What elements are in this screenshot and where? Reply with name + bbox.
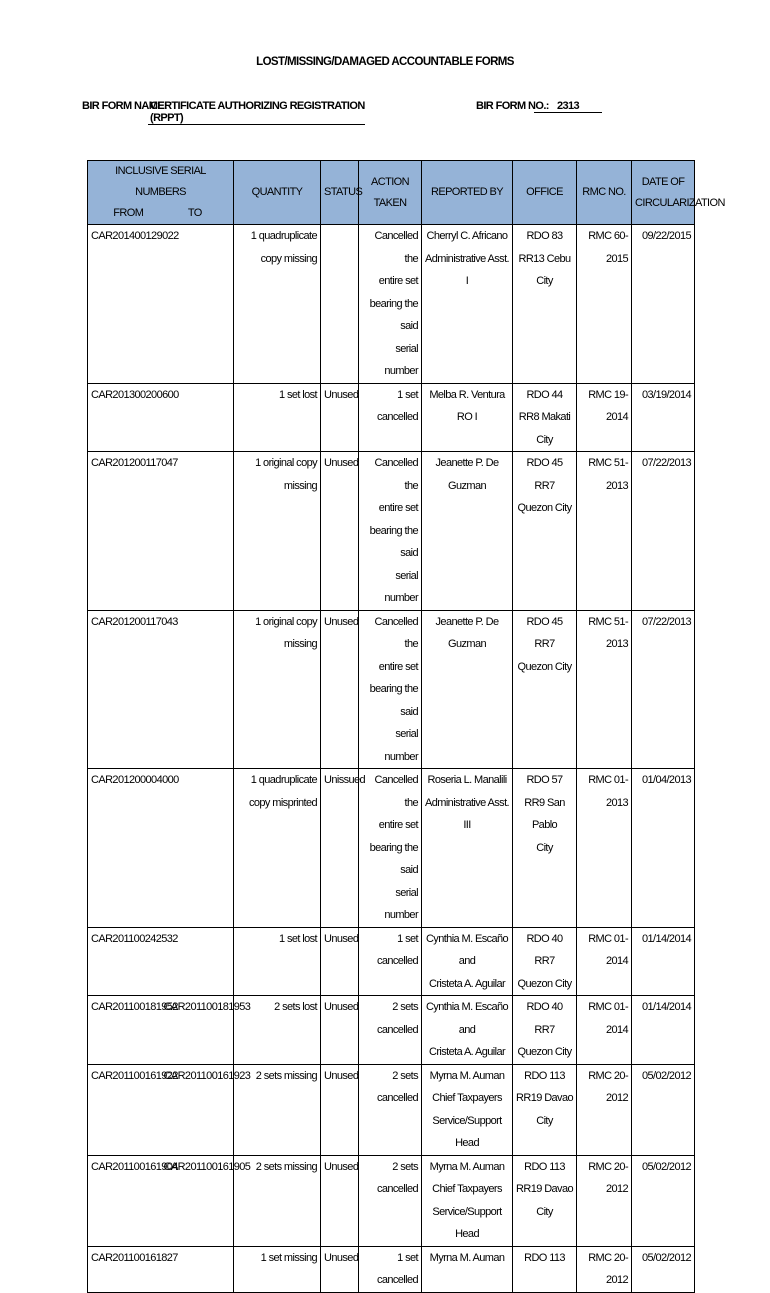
serial-from-cell-text: CAR201100161827	[91, 1251, 178, 1264]
serial-from-cell-text: CAR201100181952	[91, 1001, 178, 1013]
status-cell-text: Unused	[324, 1069, 359, 1082]
table-row	[88, 452, 695, 611]
forms-table	[87, 160, 725, 1293]
office-cell	[513, 927, 577, 996]
rmc-no-cell-text: RMC 01-2014	[588, 1001, 629, 1036]
header-date-circularization	[632, 161, 725, 225]
status-cell-text: Unused	[324, 615, 359, 628]
quantity-cell-line: 1 set missing	[260, 1251, 318, 1264]
office-cell-line: RDO 40	[526, 932, 563, 945]
header-office: OFFICE	[513, 161, 577, 225]
office-cell-line: RR19 Davao City	[516, 1092, 573, 1127]
rmc-no-cell-text: RMC 20-2012	[588, 1251, 629, 1286]
serial-from-cell-text: CAR201100242532	[91, 932, 178, 945]
reported-by-cell-line: Jeanette P. De Guzman	[435, 615, 499, 650]
quantity-cell-line: 2 sets lost	[274, 1001, 318, 1013]
rmc-no-cell-text: RMC 20-2012	[588, 1069, 629, 1104]
action-taken-cell-line: bearing the said	[369, 841, 419, 876]
rmc-no-cell	[577, 1155, 632, 1246]
status-cell	[321, 996, 359, 1065]
reported-by-cell-line: Jeanette P. De Guzman	[435, 457, 499, 492]
quantity-cell	[234, 383, 321, 452]
serial-from-cell	[88, 996, 178, 1065]
quantity-cell-line: 1 set lost	[278, 388, 318, 401]
header-from: FROM	[113, 207, 144, 219]
action-taken-cell-line: 1 set cancelled	[376, 932, 419, 967]
office-cell	[513, 610, 577, 769]
status-cell	[321, 610, 359, 769]
status-cell	[321, 1246, 359, 1292]
serial-from-cell-text: CAR201200117043	[91, 615, 178, 628]
reported-by-cell-line: Chief Taxpayers	[432, 1183, 502, 1195]
serial-to-cell	[161, 996, 251, 1065]
serial-from-cell-text: CAR201400129022	[91, 230, 179, 242]
action-taken-cell-line: serial number	[384, 569, 419, 604]
office-cell-line: RDO 45	[526, 615, 563, 628]
rmc-no-cell-text: RMC 60-2015	[588, 230, 629, 265]
action-taken-cell-line: serial number	[384, 342, 419, 377]
office-cell-line: RR13 Cebu City	[518, 252, 571, 287]
date-cell	[632, 225, 695, 384]
date-cell-text: 07/22/2013	[641, 457, 692, 469]
table-row	[88, 996, 695, 1065]
form-no-label: BIR FORM NO.:	[476, 100, 549, 112]
status-cell	[321, 1064, 359, 1155]
reported-by-cell-line: Myrna M. Auman	[429, 1251, 505, 1264]
action-taken-cell	[359, 769, 422, 928]
reported-by-cell-line: Cynthia M. Escaño and	[425, 932, 509, 967]
rmc-no-cell	[577, 225, 632, 384]
office-cell-line: RDO 83	[526, 230, 563, 242]
office-cell-line: RR8 Makati City	[518, 411, 571, 446]
reported-by-cell-line: Service/Support Head	[432, 1114, 502, 1149]
action-taken-cell	[359, 927, 422, 996]
reported-by-cell-line: Administrative Asst. III	[425, 796, 509, 831]
status-cell-text: Unused	[324, 1160, 359, 1173]
reported-by-cell-line: Administrative Asst. I	[425, 252, 509, 287]
quantity-cell	[234, 769, 321, 928]
table-row	[88, 225, 695, 384]
quantity-cell-line: 1 quadruplicate	[250, 230, 318, 242]
rmc-no-cell	[577, 996, 632, 1065]
action-taken-cell-line: 2 sets cancelled	[376, 1069, 419, 1104]
action-taken-cell-line: Cancelled the	[374, 457, 419, 492]
form-name-value: CERTIFICATE AUTHORIZING REGISTRATION (RPPT)	[150, 100, 365, 124]
office-cell	[513, 1064, 577, 1155]
form-info-line	[82, 100, 702, 124]
reported-by-cell-line: RO I	[456, 411, 478, 423]
serial-to-cell	[161, 1155, 251, 1246]
date-cell-text: 09/22/2015	[641, 230, 692, 242]
action-taken-cell-line: entire set	[378, 275, 419, 287]
quantity-cell-line: 1 set lost	[278, 932, 318, 945]
reported-by-cell	[422, 610, 513, 769]
quantity-cell-line: 1 quadruplicate	[250, 774, 318, 786]
header-serial-group: INCLUSIVE SERIAL NUMBERS	[115, 165, 206, 198]
serial-from-cell	[88, 225, 179, 384]
serial-to-cell-text: CAR201100161905	[163, 1160, 251, 1173]
date-cell-text: 05/02/2012	[641, 1251, 692, 1264]
status-cell	[321, 769, 366, 928]
rmc-no-cell-text: RMC 01-2014	[588, 932, 629, 967]
action-taken-cell-line: serial number	[384, 728, 419, 763]
table-body	[88, 225, 695, 1293]
reported-by-cell	[422, 1246, 513, 1292]
action-taken-cell-line: entire set	[378, 819, 419, 831]
document-title: LOST/MISSING/DAMAGED ACCOUNTABLE FORMS	[256, 56, 514, 68]
date-cell	[632, 1155, 695, 1246]
quantity-cell-line: 2 sets missing	[255, 1160, 318, 1173]
action-taken-cell	[359, 1155, 422, 1246]
table-row	[88, 769, 695, 928]
office-cell	[513, 1246, 577, 1292]
serial-from-cell	[88, 383, 179, 452]
serial-to-cell	[161, 769, 234, 928]
serial-from-cell	[88, 769, 179, 928]
action-taken-cell	[359, 452, 422, 611]
serial-from-cell	[88, 610, 178, 769]
office-cell-line: RR7 Quezon City	[517, 638, 572, 673]
status-cell	[321, 225, 359, 384]
reported-by-cell-line: Cynthia M. Escaño and	[425, 1001, 509, 1036]
quantity-cell-line: 1 original copy	[255, 457, 318, 469]
header-quantity: QUANTITY	[234, 161, 321, 225]
reported-by-cell-line: Chief Taxpayers	[432, 1092, 502, 1104]
table-row	[88, 1246, 695, 1292]
reported-by-cell	[422, 452, 513, 611]
quantity-cell	[234, 1246, 321, 1292]
header-rmc-no: RMC NO.	[577, 161, 632, 225]
serial-from-cell	[88, 927, 178, 996]
action-taken-cell-line: Cancelled the	[374, 230, 419, 265]
action-taken-cell	[359, 225, 422, 384]
rmc-no-cell	[577, 1246, 632, 1292]
office-cell-line: RR7 Quezon City	[517, 479, 572, 514]
rmc-no-cell-text: RMC 20-2012	[588, 1160, 629, 1195]
action-taken-cell-line: 1 set cancelled	[376, 1251, 419, 1286]
serial-from-cell	[88, 1155, 178, 1246]
table-row	[88, 610, 695, 769]
action-taken-cell	[359, 1246, 422, 1292]
action-taken-cell-line: entire set	[378, 502, 419, 514]
quantity-cell-line: copy misprinted	[248, 796, 318, 809]
rmc-no-cell	[577, 610, 632, 769]
reported-by-cell-line: Cristeta A. Aguilar	[429, 977, 506, 990]
office-cell	[513, 769, 577, 928]
date-cell	[632, 383, 695, 452]
date-cell	[632, 610, 695, 769]
serial-to-cell-text: CAR201100181953	[163, 1001, 251, 1013]
reported-by-cell	[422, 1064, 513, 1155]
date-cell-text: 05/02/2012	[641, 1069, 692, 1082]
header-to: TO	[187, 207, 202, 219]
table-header-row	[88, 161, 695, 225]
serial-from-cell-text: CAR201100161922	[91, 1069, 178, 1082]
rmc-no-cell-text: RMC 51-2013	[588, 457, 629, 492]
quantity-cell	[234, 610, 321, 769]
reported-by-cell-line: Cherryl C. Africano	[426, 230, 508, 242]
reported-by-cell-line: Myrna M. Auman	[429, 1069, 505, 1082]
quantity-cell-line: copy missing	[260, 252, 318, 265]
reported-by-cell	[422, 769, 513, 928]
serial-from-cell-text: CAR201300200600	[91, 388, 179, 401]
office-cell-line: RR19 Davao City	[516, 1183, 573, 1218]
office-cell-line: RDO 45	[526, 457, 563, 469]
rmc-no-cell	[577, 927, 632, 996]
rmc-no-cell	[577, 383, 632, 452]
date-cell-text: 07/22/2013	[641, 615, 692, 628]
quantity-cell	[234, 225, 321, 384]
header-date-line1: DATE OF	[641, 175, 685, 188]
date-cell	[632, 1246, 695, 1292]
office-cell-line: RR9 San Pablo	[524, 796, 565, 831]
reported-by-cell-line: Melba R. Ventura	[429, 388, 505, 401]
table-row	[88, 1064, 695, 1155]
quantity-cell-line: 2 sets missing	[255, 1069, 318, 1082]
serial-from-cell-text: CAR201100161904	[91, 1160, 178, 1173]
date-cell	[632, 769, 695, 928]
rmc-no-cell	[577, 452, 632, 611]
serial-to-cell	[161, 610, 234, 769]
reported-by-cell	[422, 383, 513, 452]
quantity-cell-line: 1 original copy	[255, 615, 318, 628]
date-cell-text: 01/14/2014	[641, 1001, 692, 1013]
action-taken-cell	[359, 1064, 422, 1155]
table-row	[88, 383, 695, 452]
quantity-cell-line: missing	[283, 479, 318, 492]
serial-from-cell-text: CAR201200117047	[91, 457, 178, 469]
serial-from-cell	[88, 1064, 178, 1155]
serial-from-cell	[88, 452, 178, 611]
reported-by-cell	[422, 927, 513, 996]
office-cell	[513, 452, 577, 611]
rmc-no-cell-text: RMC 19-2014	[588, 388, 629, 423]
serial-to-cell	[161, 225, 234, 384]
reported-by-cell	[422, 996, 513, 1065]
serial-from-cell-text: CAR201200004000	[91, 774, 179, 786]
header-status: STATUS	[321, 161, 359, 225]
status-cell-text: Unused	[324, 1251, 359, 1264]
date-cell-text: 01/14/2014	[641, 932, 692, 945]
action-taken-cell-line: 2 sets cancelled	[376, 1160, 419, 1195]
table-row	[88, 1155, 695, 1246]
serial-to-cell-text: CAR201100161923	[163, 1069, 251, 1082]
rmc-no-cell-text: RMC 51-2013	[588, 615, 629, 650]
header-reported-by: REPORTED BY	[422, 161, 513, 225]
status-cell	[321, 927, 359, 996]
office-cell-line: City	[536, 841, 553, 854]
office-cell-line: RR7 Quezon City	[517, 955, 572, 990]
rmc-no-cell	[577, 1064, 632, 1155]
office-cell-line: RDO 57	[526, 774, 563, 786]
reported-by-cell-line: Cristeta A. Aguilar	[429, 1046, 506, 1058]
action-taken-cell-line: Cancelled the	[374, 774, 419, 809]
table-row	[88, 927, 695, 996]
form-name-label: BIR FORM NAME:	[82, 100, 168, 112]
action-taken-cell-line: 2 sets cancelled	[376, 1001, 419, 1036]
date-cell-text: 05/02/2012	[641, 1160, 692, 1173]
date-cell-text: 01/04/2013	[641, 774, 692, 786]
status-cell	[321, 452, 359, 611]
action-taken-cell	[359, 996, 422, 1065]
date-cell	[632, 996, 695, 1065]
header-serial-numbers	[88, 161, 234, 225]
office-cell-line: RDO 113	[524, 1069, 565, 1082]
status-cell-text: Unissued	[324, 774, 366, 786]
office-cell-line: RDO 113	[524, 1160, 565, 1173]
status-cell-text: Unused	[324, 457, 359, 469]
office-cell	[513, 225, 577, 384]
rmc-no-cell-text: RMC 01-2013	[588, 774, 629, 809]
office-cell	[513, 383, 577, 452]
status-cell-text: Unused	[324, 932, 359, 945]
action-taken-cell-line: serial number	[384, 886, 419, 921]
action-taken-cell-line: bearing the said	[369, 683, 419, 718]
status-cell	[321, 1155, 359, 1246]
reported-by-cell-line: Myrna M. Auman	[429, 1160, 505, 1173]
serial-to-cell	[161, 1064, 251, 1155]
status-cell	[321, 383, 359, 452]
action-taken-cell-line: Cancelled the	[374, 615, 419, 650]
action-taken-cell-line: entire set	[378, 660, 419, 673]
date-cell	[632, 927, 695, 996]
date-cell-text: 03/19/2014	[641, 388, 692, 401]
header-action-taken: ACTION TAKEN	[359, 161, 422, 225]
date-cell	[632, 452, 695, 611]
reported-by-cell-line: Roseria L. Manalili	[427, 774, 507, 786]
form-no-value: 2313	[534, 100, 602, 113]
office-cell-line: RDO 44	[526, 388, 563, 401]
action-taken-cell	[359, 610, 422, 769]
quantity-cell-line: missing	[283, 638, 318, 650]
action-taken-cell-line: bearing the said	[369, 297, 419, 332]
office-cell-line: RDO 113	[524, 1251, 565, 1264]
rmc-no-cell	[577, 769, 632, 928]
serial-to-cell	[161, 452, 234, 611]
date-cell	[632, 1064, 695, 1155]
reported-by-cell	[422, 225, 513, 384]
quantity-cell	[234, 927, 321, 996]
office-cell-line: RDO 40	[526, 1001, 563, 1013]
action-taken-cell-line: bearing the said	[369, 524, 419, 559]
action-taken-cell-line: 1 set cancelled	[376, 388, 419, 423]
office-cell	[513, 1155, 577, 1246]
status-cell-text: Unused	[324, 1001, 359, 1013]
office-cell-line: RR7 Quezon City	[517, 1023, 572, 1058]
status-cell-text: Unused	[324, 388, 359, 401]
header-date-line2: CIRCULARIZATION	[635, 196, 725, 209]
reported-by-cell	[422, 1155, 513, 1246]
serial-from-cell	[88, 1246, 178, 1292]
reported-by-cell-line: Service/Support Head	[432, 1205, 502, 1240]
action-taken-cell	[359, 383, 422, 452]
quantity-cell	[234, 452, 321, 611]
office-cell	[513, 996, 577, 1065]
